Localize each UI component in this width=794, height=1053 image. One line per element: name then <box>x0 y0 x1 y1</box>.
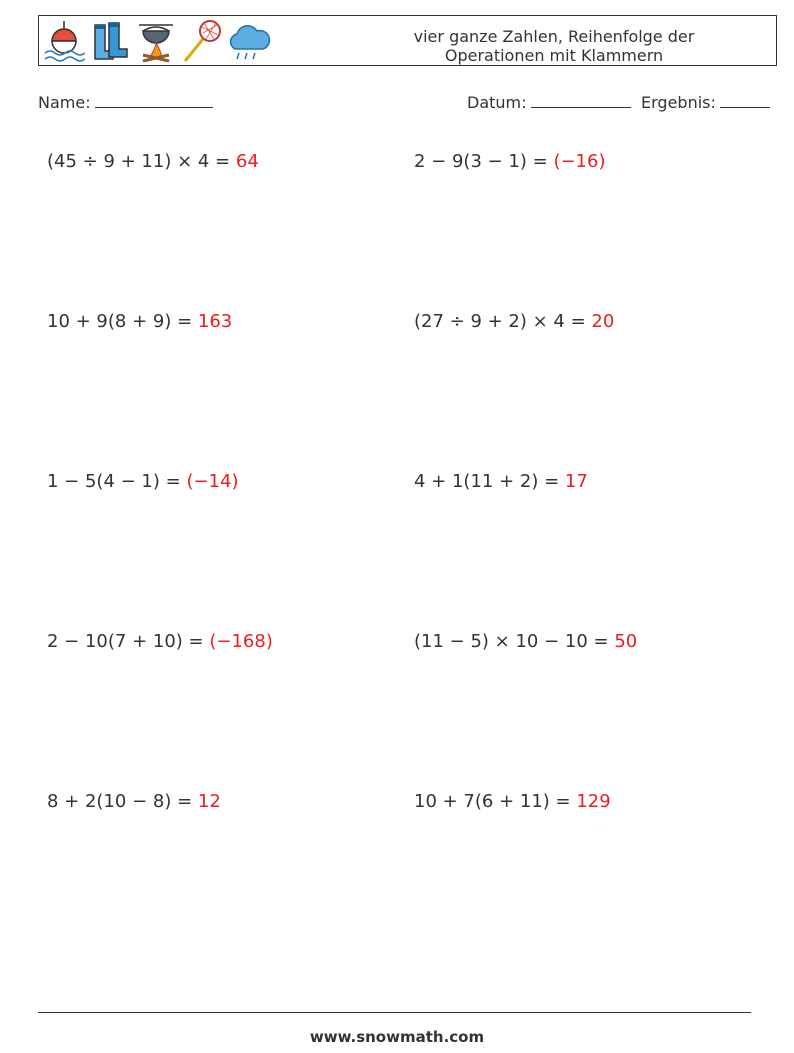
title-line-1: vier ganze Zahlen, Reihenfolge der <box>413 27 695 46</box>
problem-answer: (−14) <box>186 471 239 492</box>
fishing-bobber-icon <box>43 19 85 63</box>
problem-7 <box>47 631 273 652</box>
problem-expression: (27 ÷ 9 + 2) × 4 = <box>414 311 586 332</box>
name-blank[interactable] <box>95 93 213 108</box>
problem-expression: (45 ÷ 9 + 11) × 4 = <box>47 151 231 172</box>
problem-answer: 129 <box>576 791 611 812</box>
result-label: Ergebnis: <box>641 93 716 112</box>
rubber-boots-icon <box>89 19 131 63</box>
problem-5 <box>47 471 238 492</box>
fishing-net-icon <box>181 19 223 63</box>
problem-answer: 163 <box>197 311 233 332</box>
date-blank[interactable] <box>531 93 631 108</box>
problem-answer: (−16) <box>553 151 606 172</box>
title-line-2: Operationen mit Klammern <box>444 46 664 65</box>
footer-url[interactable]: www.snowmath.com <box>309 1028 485 1046</box>
problem-expression: 2 − 9(3 − 1) = <box>414 151 548 172</box>
problem-answer: 20 <box>591 311 615 332</box>
name-field <box>38 93 213 112</box>
problem-10 <box>414 791 611 812</box>
problem-answer: 64 <box>235 151 259 172</box>
problem-expression: 10 + 7(6 + 11) = <box>414 791 571 812</box>
problem-expression: 1 − 5(4 − 1) = <box>47 471 181 492</box>
footer-divider <box>38 1012 751 1013</box>
problem-1 <box>47 151 259 172</box>
name-label: Name: <box>38 93 91 112</box>
campfire-pot-icon <box>135 19 177 63</box>
worksheet-title <box>384 27 724 65</box>
problem-4 <box>414 311 614 332</box>
problem-answer: (−168) <box>209 631 273 652</box>
problem-expression: 4 + 1(11 + 2) = <box>414 471 560 492</box>
problem-6 <box>414 471 588 492</box>
problem-expression: 2 − 10(7 + 10) = <box>47 631 204 652</box>
date-field <box>467 93 631 112</box>
problem-8 <box>414 631 637 652</box>
result-blank[interactable] <box>720 93 770 108</box>
worksheet-header <box>38 15 777 66</box>
result-field <box>641 93 770 112</box>
problem-9 <box>47 791 221 812</box>
date-label: Datum: <box>467 93 527 112</box>
problem-3 <box>47 311 232 332</box>
problem-answer: 12 <box>197 791 221 812</box>
problem-2 <box>414 151 605 172</box>
problem-answer: 50 <box>614 631 638 652</box>
problem-expression: 8 + 2(10 − 8) = <box>47 791 193 812</box>
rain-cloud-icon <box>225 19 271 63</box>
problem-expression: (11 − 5) × 10 − 10 = <box>414 631 609 652</box>
problem-answer: 17 <box>564 471 588 492</box>
problem-expression: 10 + 9(8 + 9) = <box>47 311 193 332</box>
